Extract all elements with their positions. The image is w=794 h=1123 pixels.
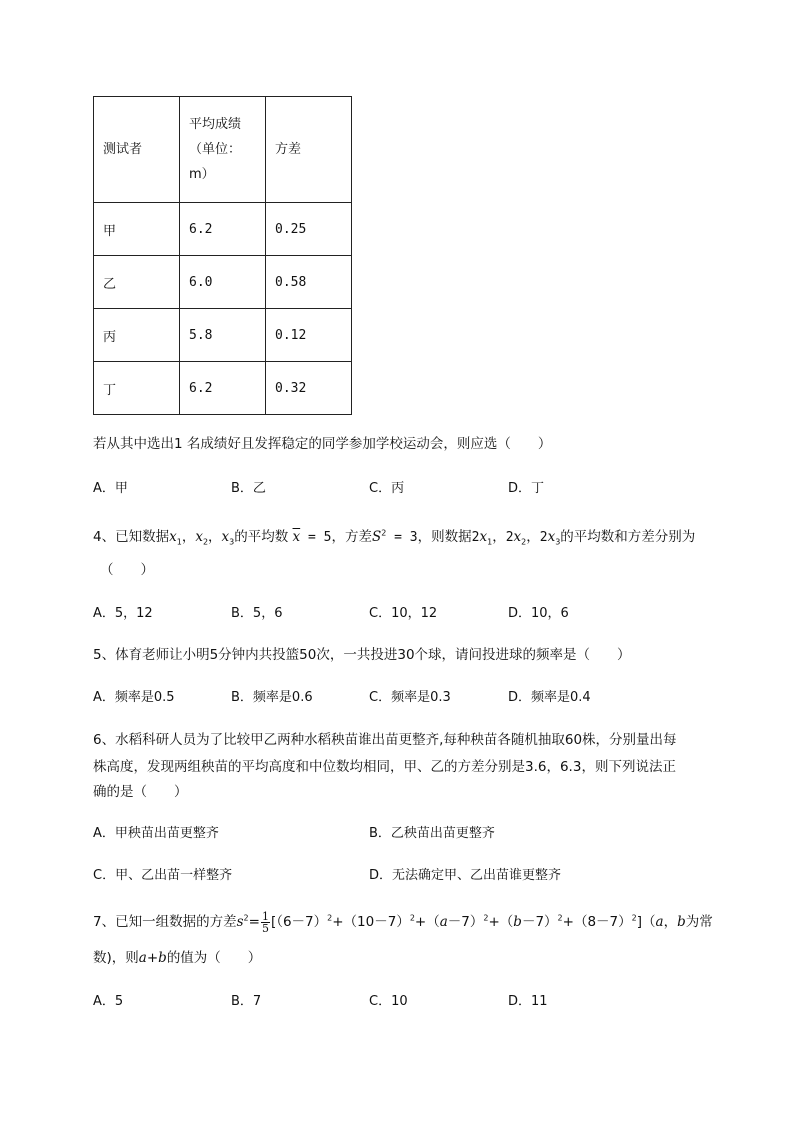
q4-option-a: A．5，12	[93, 606, 153, 621]
header-tester: 测试者	[94, 97, 180, 202]
q4-var-text: ，方差	[331, 529, 372, 545]
q6-option-c: C．甲、乙出苗一样整齐	[93, 868, 233, 883]
q7-s-sup: 2	[243, 913, 249, 923]
q7-term3-close: －7）	[447, 914, 484, 930]
q7-sep: ，	[663, 914, 678, 930]
q7-bracket-close: ]（	[636, 914, 656, 930]
q7-sq5: 2	[631, 913, 637, 923]
table-row	[94, 203, 352, 256]
q7-term4-open: +（	[488, 914, 514, 930]
q4-tail: 的平均数和方差分别为	[560, 529, 696, 545]
q7-a: a	[439, 914, 448, 930]
q6-line1: 6、水稻科研人员为了比较甲乙两种水稻秧苗谁出苗更整齐,每种秧苗各随机抽取60株，分别量出每	[93, 732, 677, 748]
q7-term5: +（8－7）	[562, 914, 632, 930]
q7-line1	[93, 910, 713, 934]
q5-option-a: A．频率是0.5	[93, 690, 175, 705]
q7-lead: 7、已知一组数据的方差	[93, 914, 237, 930]
q4-stem	[93, 525, 695, 547]
q4-two: 2	[471, 530, 480, 545]
q7-fraction	[261, 911, 270, 934]
header-average-line1: 平均成绩	[189, 117, 242, 132]
q4-S: S	[371, 529, 382, 545]
row-average: 6.2	[180, 203, 266, 255]
q7-line2	[93, 946, 261, 966]
row-name: 丙	[94, 309, 180, 361]
q7-frac-den: 5	[261, 921, 269, 935]
q3-option-a: A．甲	[93, 481, 128, 496]
q5-option-d: D．频率是0.4	[508, 690, 591, 705]
row-variance: 0.25	[266, 203, 352, 255]
row-variance: 0.12	[266, 309, 352, 361]
q4-sep: ，	[492, 529, 506, 545]
q7-line2-lead: 数)，则	[93, 950, 139, 966]
header-average-line2: （单位：	[189, 142, 242, 157]
q7-sq2: 2	[409, 913, 415, 923]
header-average	[180, 97, 266, 202]
q6-line2: 株高度，发现两组秧苗的平均高度和中位数均相同，甲、乙的方差分别是3.6，6.3，则下列说法正	[93, 759, 676, 775]
q4-mean-value: = 5	[300, 530, 332, 545]
q5-stem: 5、体育老师让小明5分钟内共投篮50次，一共投进30个球，请问投进球的频率是（ ）	[93, 647, 631, 663]
row-average: 5.8	[180, 309, 266, 361]
q4-xbar: $\overline{x}$	[292, 529, 301, 545]
q4-x2-sub: 2	[202, 537, 209, 547]
q4-x3-sub: 3	[229, 537, 235, 547]
q4-two: 2	[505, 530, 514, 545]
q4-2x2: x	[513, 529, 522, 545]
q4-sep: ，	[181, 529, 196, 545]
q4-2x3: x	[547, 529, 556, 545]
q4-option-d: D．10，6	[508, 606, 569, 621]
header-average-line3: m）	[189, 167, 215, 182]
q4-2x3-sub: 3	[555, 537, 561, 547]
q6-option-a: A．甲秧苗出苗更整齐	[93, 826, 219, 841]
q4-mean-text: 的平均数	[234, 529, 289, 545]
table-row	[94, 362, 352, 415]
q4-option-c: C．10，12	[369, 606, 438, 621]
q4-x1: x	[169, 529, 177, 545]
q4-x1-sub: 1	[176, 537, 182, 547]
q4-S-sup: 2	[381, 528, 387, 538]
row-name: 乙	[94, 256, 180, 308]
table-header-row	[94, 97, 352, 203]
q7-option-b: B．7	[231, 994, 262, 1009]
q4-var-value: = 3	[386, 530, 418, 545]
header-variance: 方差	[266, 97, 352, 202]
q7-b: b	[513, 914, 522, 930]
q7-const: 为常	[685, 914, 713, 930]
row-variance: 0.32	[266, 362, 352, 414]
row-average: 6.0	[180, 256, 266, 308]
q4-option-b: B．5，6	[231, 606, 283, 621]
row-variance: 0.58	[266, 256, 352, 308]
q7-term2: +（10－7）	[332, 914, 410, 930]
q4-data-text: ，则数据	[417, 529, 472, 545]
q3-stem: 若从其中选出1 名成绩好且发挥稳定的同学参加学校运动会，则应选（ ）	[93, 436, 552, 452]
q7-s: s	[236, 914, 244, 930]
q5-option-b: B．频率是0.6	[231, 690, 313, 705]
q4-two: 2	[539, 530, 548, 545]
q7-term1: [（6－7）	[270, 914, 328, 930]
q7-sq3: 2	[483, 913, 489, 923]
q7-option-d: D．11	[508, 994, 548, 1009]
q4-x2: x	[195, 529, 203, 545]
row-name: 甲	[94, 203, 180, 255]
q4-sep: ，	[526, 529, 540, 545]
q7-eq: =	[248, 914, 260, 930]
q7-b2: b	[677, 914, 686, 930]
q7-frac-num: 1	[261, 909, 269, 923]
q7-term4-close: －7）	[521, 914, 558, 930]
row-name: 丁	[94, 362, 180, 414]
q3-option-b: B．乙	[231, 481, 266, 496]
q7-sq1: 2	[327, 913, 333, 923]
q4-blank: （ ）	[100, 562, 154, 578]
q7-plus: +	[146, 950, 159, 966]
score-table	[93, 96, 352, 415]
q4-2x2-sub: 2	[521, 537, 527, 547]
q6-option-b: B．乙秧苗出苗更整齐	[369, 826, 495, 841]
table-row	[94, 256, 352, 309]
q7-sq4: 2	[557, 913, 563, 923]
q6-option-d: D．无法确定甲、乙出苗谁更整齐	[369, 868, 562, 883]
q7-a2: a	[655, 914, 664, 930]
q7-b3: b	[158, 950, 167, 966]
q4-lead: 4、已知数据	[93, 529, 170, 545]
q3-option-d: D．丁	[508, 481, 545, 496]
table-row	[94, 309, 352, 362]
q7-a3: a	[138, 950, 147, 966]
q4-2x1: x	[479, 529, 488, 545]
q4-2x1-sub: 1	[487, 537, 493, 547]
q4-sep: ，	[208, 529, 222, 545]
q7-term3-open: +（	[414, 914, 440, 930]
q7-option-a: A．5	[93, 994, 124, 1009]
q5-option-c: C．频率是0.3	[369, 690, 451, 705]
q6-line3: 确的是（ ）	[93, 784, 188, 800]
q7-line2-tail: 的值为（ ）	[166, 950, 262, 966]
row-average: 6.2	[180, 362, 266, 414]
q3-option-c: C．丙	[369, 481, 405, 496]
q7-option-c: C．10	[369, 994, 408, 1009]
q4-x3: x	[221, 529, 230, 545]
